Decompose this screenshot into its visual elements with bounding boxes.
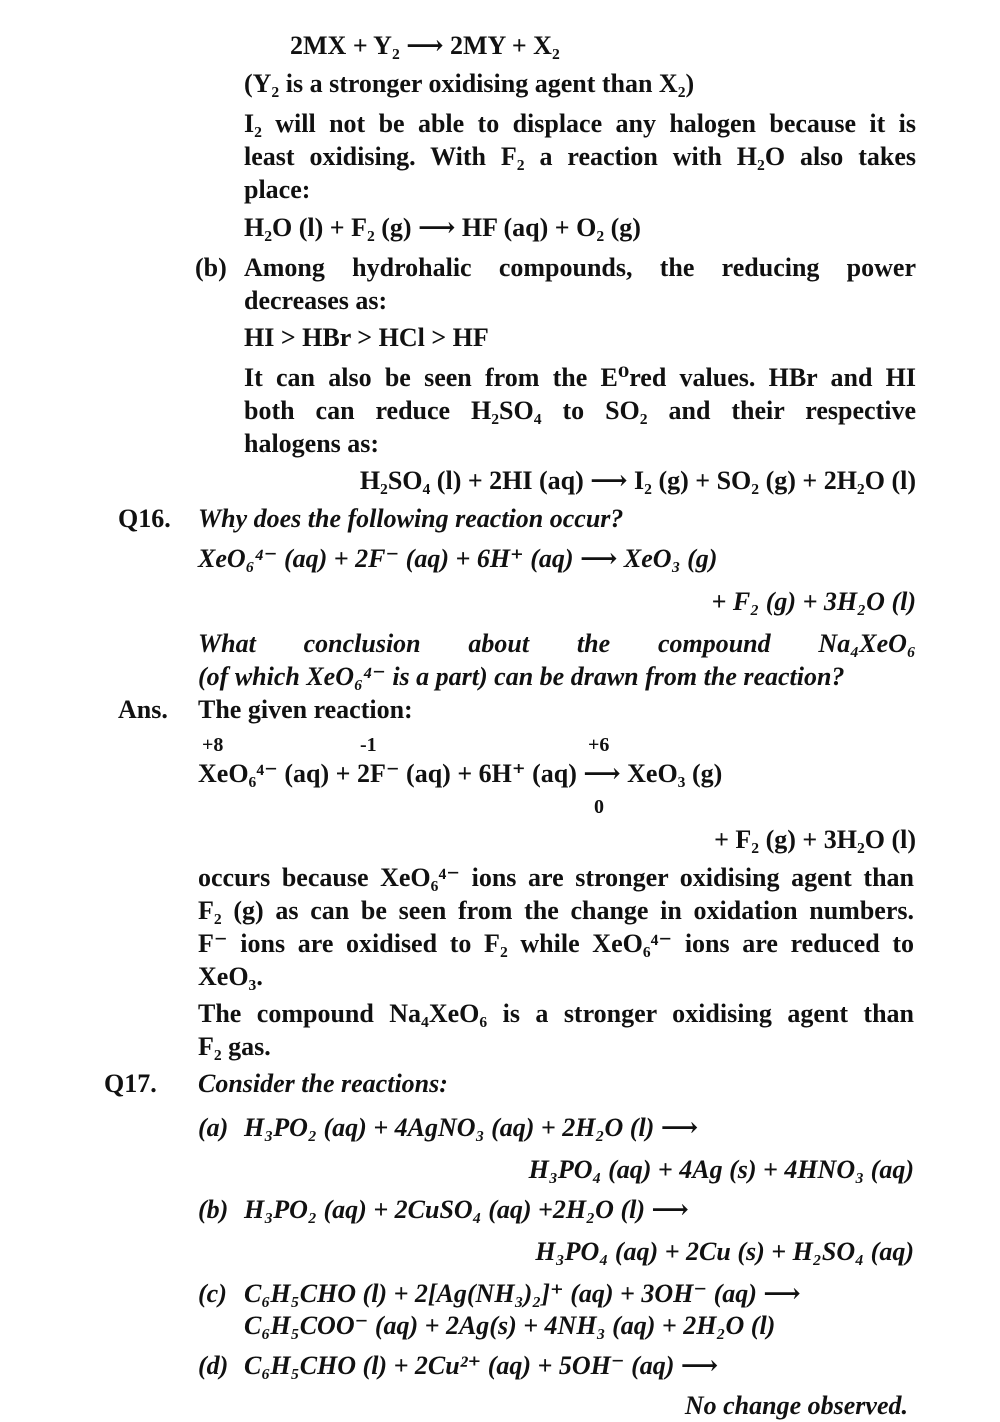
reaction-label-b: (b) xyxy=(198,1195,229,1224)
conclusion-line: F₂ gas. xyxy=(198,1032,271,1061)
equation-sulfuric-hi: H₂SO₄ (l) + 2HI (aq) ⟶ I₂ (g) + SO₂ (g) + 2H₂O (l) xyxy=(359,466,916,495)
oxidation-number-f-product: 0 xyxy=(594,796,604,818)
reaction-d-line1: C₆H₅CHO (l) + 2Cu²⁺ (aq) + 5OH⁻ (aq) ⟶ xyxy=(244,1351,719,1380)
conclusion-line: The compound Na₄XeO₆ is a stronger oxidising agent than xyxy=(198,999,914,1028)
reaction-a-line1: H₃PO₂ (aq) + 4AgNO₃ (aq) + 2H₂O (l) ⟶ xyxy=(244,1113,699,1142)
reaction-equation-line1: XeO₆⁴⁻ (aq) + 2F⁻ (aq) + 6H⁺ (aq) ⟶ XeO₃ (g) xyxy=(198,544,718,573)
explanation-line: F⁻ ions are oxidised to F₂ while XeO₆⁴⁻ ions are reduced to xyxy=(198,929,914,958)
equation-fluorine-water: H₂O (l) + F₂ (g) ⟶ HF (aq) + O₂ (g) xyxy=(244,213,641,242)
reaction-a-line2: H₃PO₄ (aq) + 4Ag (s) + 4HNO₃ (aq) xyxy=(528,1155,914,1184)
answer-equation-line1: XeO₆⁴⁻ (aq) + 2F⁻ (aq) + 6H⁺ (aq) ⟶ XeO₃ (g) xyxy=(198,759,723,788)
oxidation-number-xe: +8 xyxy=(202,734,224,756)
conclusion-question-line: (of which XeO₆⁴⁻ is a part) can be drawn from the reaction? xyxy=(198,662,845,691)
reaction-c-line1: C₆H₅CHO (l) + 2[Ag(NH₃)₂]⁺ (aq) + 3OH⁻ (aq) ⟶ xyxy=(244,1279,801,1308)
question-label-q16: Q16. xyxy=(118,504,171,533)
paragraph-line: I₂ will not be able to displace any halogen because it is xyxy=(244,109,916,138)
paragraph-line: It can also be seen from the E⁰red values. HBr and HI xyxy=(244,363,916,392)
reaction-b-line2: H₃PO₄ (aq) + 2Cu (s) + H₂SO₄ (aq) xyxy=(535,1237,914,1266)
explanation-line: XeO₃. xyxy=(198,962,263,991)
question-label-q17: Q17. xyxy=(104,1069,157,1098)
reaction-b-line1: H₃PO₂ (aq) + 2CuSO₄ (aq) +2H₂O (l) ⟶ xyxy=(244,1195,689,1224)
equation-displacement: 2MX + Y₂ ⟶ 2MY + X₂ xyxy=(290,31,560,60)
paragraph-line: both can reduce H₂SO₄ to SO₂ and their respective xyxy=(244,396,916,425)
paragraph-line: least oxidising. With F₂ a reaction with H₂O also takes xyxy=(244,142,916,171)
reaction-label-a: (a) xyxy=(198,1113,229,1142)
oxidation-number-xe-product: +6 xyxy=(588,734,610,756)
paragraph-line: Among hydrohalic compounds, the reducing power xyxy=(244,253,916,282)
oxidation-number-f: -1 xyxy=(360,734,377,756)
reaction-label-d: (d) xyxy=(198,1351,229,1380)
question-text: Why does the following reaction occur? xyxy=(198,504,624,533)
paragraph-line: decreases as: xyxy=(244,286,388,315)
answer-label: Ans. xyxy=(118,695,168,724)
reaction-d-result: No change observed. xyxy=(684,1391,908,1420)
paragraph-line: place: xyxy=(244,175,311,204)
reaction-equation-line2: + F₂ (g) + 3H₂O (l) xyxy=(711,587,916,616)
answer-equation-line2: + F₂ (g) + 3H₂O (l) xyxy=(714,825,916,854)
explanation-line: F₂ (g) as can be seen from the change in oxidation numbers. xyxy=(198,896,914,925)
part-label-b: (b) xyxy=(195,253,227,282)
reaction-label-c: (c) xyxy=(198,1279,227,1308)
reaction-c-line2: C₆H₅COO⁻ (aq) + 2Ag(s) + 4NH₃ (aq) + 2H₂O (l) xyxy=(244,1311,776,1340)
explanation-line: occurs because XeO₆⁴⁻ ions are stronger oxidising agent than xyxy=(198,863,914,892)
reducing-order: HI > HBr > HCl > HF xyxy=(244,323,489,352)
answer-intro: The given reaction: xyxy=(198,695,413,724)
oxidising-note: (Y₂ is a stronger oxidising agent than X₂) xyxy=(244,69,695,98)
paragraph-line: halogens as: xyxy=(244,429,380,458)
conclusion-question-line: What conclusion about the compound Na₄XeO₆ xyxy=(198,629,916,658)
question-intro: Consider the reactions: xyxy=(198,1069,448,1098)
